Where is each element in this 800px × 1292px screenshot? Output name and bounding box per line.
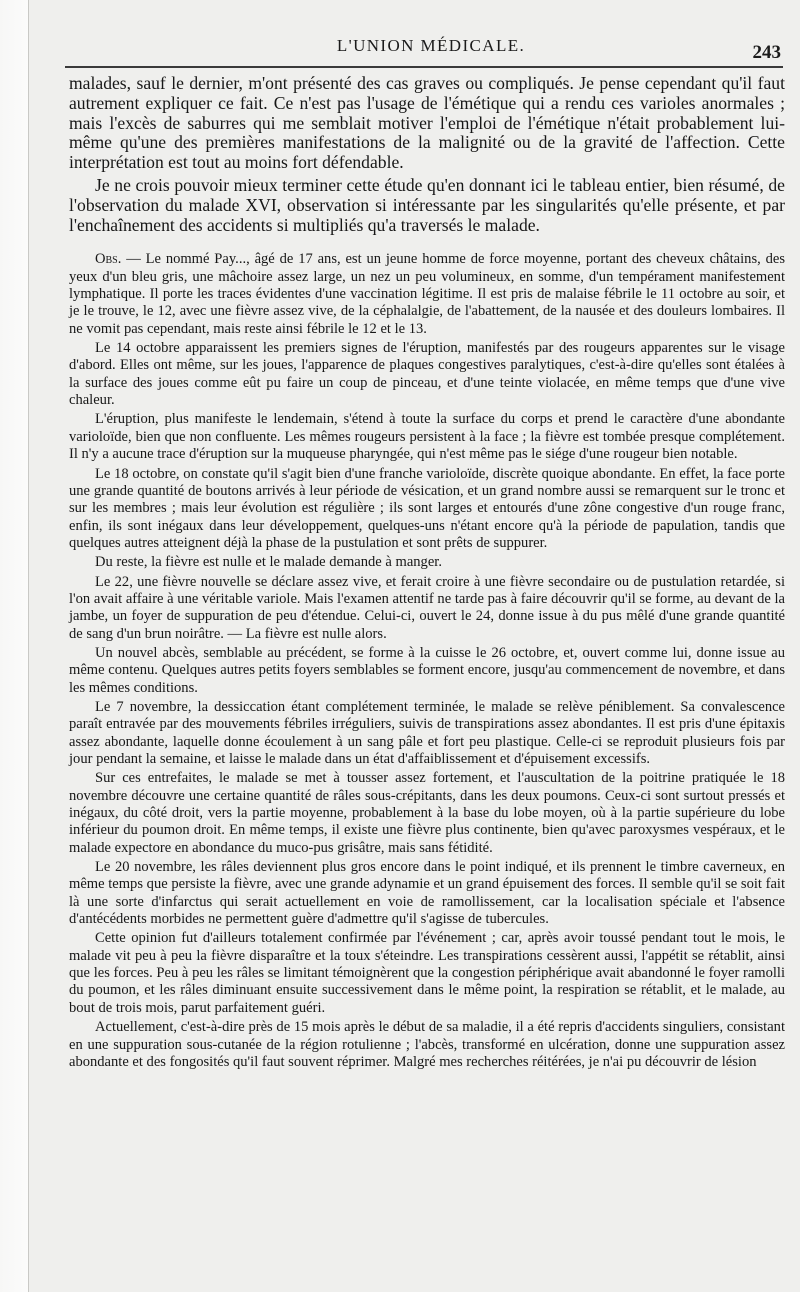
intro-section — [69, 74, 785, 235]
page-number: 243 — [752, 42, 781, 63]
observation-paragraph: Le 20 novembre, les râles deviennent plus gros encore dans le point indiqué, et ils prennent le timbre caverneux, en même temps que persiste la fièvre, avec une grande adynamie et un grand épuisement des forces. Il semble qu'il se soit fait là une sorte d'infarctus qui serait actuellement en voie de ramollissement, car la localisation spéciale et l'absence d'antécédents morbides ne permettent guère d'admettre qu'il s'agisse de tubercules. — [69, 859, 785, 928]
observation-paragraph: Le 18 octobre, on constate qu'il s'agit bien d'une franche varioloïde, discrète quoique abondante. En effet, la face porte une grande quantité de boutons arrivés à leur période de vésication, et un grand nombre aussi se remarquent sur le tronc et sur les membres ; mais leur évolution est régulière ; ils sont larges et entourés d'une zône congestive d'un rouge franc, enfin, ils sont inégaux dans leur développement, quelques-uns n'étant encore qu'à la période de papulation, tandis que quelques autres atteignent déjà la phase de la pustulation et sont prêts de suppurer. — [69, 465, 785, 551]
header-rule — [65, 66, 783, 68]
observation-paragraph: Actuellement, c'est-à-dire près de 15 mois après le début de sa maladie, il a été repris d'accidents singuliers, consistant en une suppuration sous-cutanée de la région rotulienne ; l'abcès, transformé en ulcération, donne une suppuration assez abondante et des fongosités qu'il faut souvent réprimer. Malgré mes recherches réitérées, je n'ai pu découvrir de lésion — [69, 1019, 785, 1070]
observation-section — [69, 251, 785, 1071]
observation-opening-paragraph — [69, 251, 785, 338]
observation-paragraph: Le 7 novembre, la dessiccation étant complétement terminée, le malade se relève péniblement. Sa convalescence paraît entravée par des mouvements fébriles irréguliers, suivis de transpirations assez abondantes. Il est pris d'une épitaxis assez abondante, laquelle donne écoulement à un sang pâle et fort peu plastique. Celle-ci se reproduit plusieurs fois par jour pendant la semaine, et laisse le malade dans un état d'affaiblissement et d'épuisement excessifs. — [69, 698, 785, 767]
paragraph: malades, sauf le dernier, m'ont présenté des cas graves ou compliqués. Je pense cependant qu'il faut autrement expliquer ce fait. Ce n'est pas l'usage de l'émétique qui a rendu ces varioles anormales ; mais l'excès de saburres qui me semblait motiver l'emploi de l'émétique n'était probablement lui-même qu'une des premières manifestations de la malignité ou de la gravité de l'affection. Cette interprétation est tout au moins fort défendable. — [69, 73, 785, 173]
observation-opening-text: — Le nommé Pay..., âgé de 17 ans, est un jeune homme de force moyenne, portant des cheveux châtains, des yeux d'un bleu gris, une mâchoire assez large, un nez un peu volumineux, en somme, d'un tempérament manifestement lymphatique. Il porte les traces évidentes d'une vaccination légitime. Il est pris de malaise fébrile le 11 octobre au soir, et je le trouve, le 12, avec une fièvre assez vive, de la céphalalgie, de l'abattement, de la nausée et des douleurs lombaires. Il ne vomit pas cependant, mais reste ainsi fébrile le 12 et le 13. — [69, 251, 785, 337]
observation-paragraph: L'éruption, plus manifeste le lendemain, s'étend à toute la surface du corps et prend le caractère d'une abondante varioloïde, bien que non confluente. Les mêmes rougeurs persistent à la face ; la fièvre est tombée presque complétement. Il n'y a aucune trace d'éruption sur la muqueuse pharyngée, qui n'est même pas le siége d'une rougeur bien notable. — [69, 411, 785, 463]
observation-paragraph: Un nouvel abcès, semblable au précédent, se forme à la cuisse le 26 octobre, et, ouvert comme lui, donne issue au même contenu. Quelques autres petits foyers semblables se forment encore, jusqu'au commencement de novembre, et dans les mêmes conditions. — [69, 644, 785, 696]
observation-label: Obs. — [95, 251, 122, 268]
paragraph: Je ne crois pouvoir mieux terminer cette étude qu'en donnant ici le tableau entier, bien résumé, de l'observation du malade XVI, observation si intéressante par les singularités qu'elle présente, et par l'enchaînement des accidents si multipliés qu'a traversés le malade. — [69, 174, 785, 235]
observation-paragraph: Le 14 octobre apparaissent les premiers signes de l'éruption, manifestés par des rougeurs apparentes sur le visage d'abord. Elles ont même, sur les joues, l'apparence de plaques congestives paralytiques, c'est-à-dire qu'elles sont étalées à la surface des joues comme eût pu faire un coup de pinceau, et d'une teinte violacée, en même temps que d'une vive chaleur. — [69, 340, 785, 409]
observation-paragraph: Le 22, une fièvre nouvelle se déclare assez vive, et ferait croire à une fièvre secondaire ou de pustulation retardée, si l'on avait affaire à une véritable variole. Mais l'examen attentif ne tarde pas à faire découvrir qu'il se forme, au devant de la jambe, un foyer de suppuration de peu d'étendue. Celui-ci, ouvert le 24, donne issue à du pus mêlé d'une grande quantité de sang d'un brun noirâtre. — La fièvre est nulle alors. — [69, 573, 785, 642]
observation-paragraph: Du reste, la fièvre est nulle et le malade demande à manger. — [95, 554, 442, 571]
running-title: L'UNION MÉDICALE. — [336, 36, 526, 55]
observation-paragraph: Cette opinion fut d'ailleurs totalement confirmée par l'événement ; car, après avoir toussé pendant tout le mois, le malade vit peu à peu la fièvre disparaître et la toux s'éteindre. Les transpirations cessèrent aussi, l'appétit se rétablit, ainsi que les forces. Peu à peu les râles se limitant témoignèrent que la congestion périphérique avait abandonné le foyer ramolli du poumon, et les râles diminuant ensuite successivement dans le même point, la respiration se rétablit, et le malade, au bout de trois mois, parut parfaitement guéri. — [69, 930, 785, 1016]
observation-paragraph: Sur ces entrefaites, le malade se met à tousser assez fortement, et l'auscultation de la poitrine pratiquée le 18 novembre découvre une certaine quantité de râles sous-crépitants, dans les deux poumons. Ceux-ci sont surtout pressés et inégaux, du côté droit, vers la partie moyenne, probablement à la base du lobe moyen, où à la partie supérieure du lobe inférieur du poumon droit. En même temps, il existe une fièvre plus continente, bien qu'avec paroxysmes vespéraux, et le malade expectore en abondance du muco-pus grisâtre, mais sans fétidité. — [69, 770, 785, 856]
page-header — [73, 30, 789, 70]
book-page — [28, 0, 800, 1292]
page-body — [69, 74, 785, 1071]
